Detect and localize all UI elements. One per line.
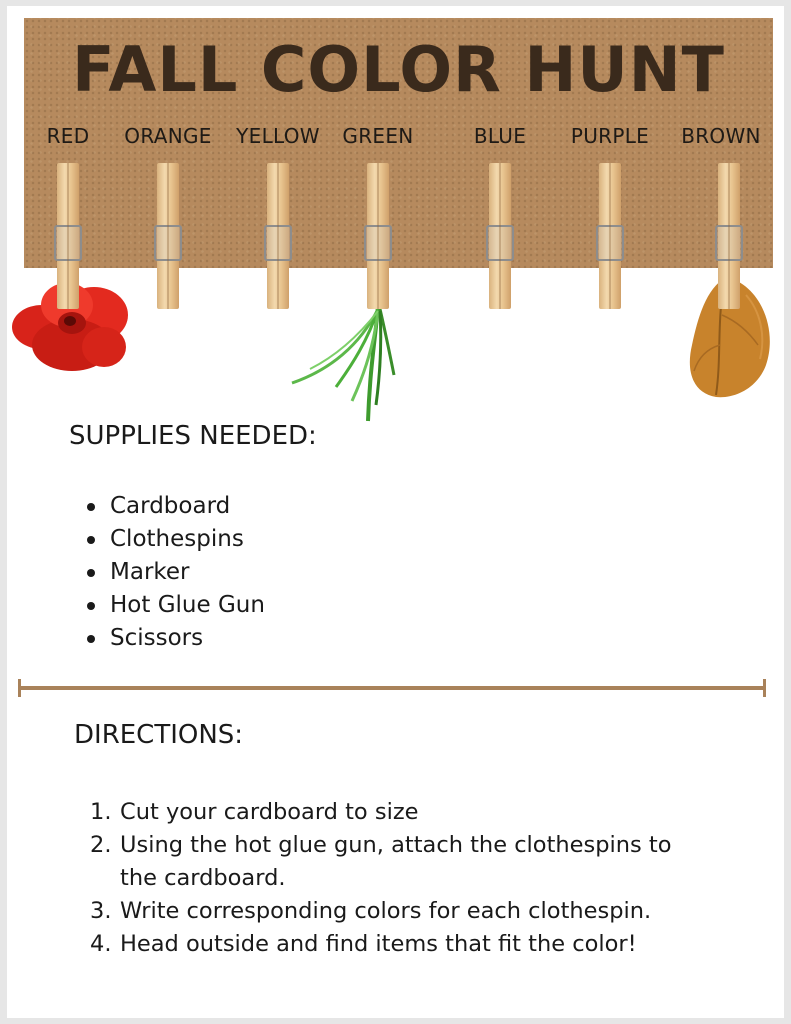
spring: [486, 225, 514, 261]
color-label-orange: ORANGE: [124, 124, 212, 148]
clothespin-green: [367, 163, 389, 309]
step-number: 3.: [90, 898, 112, 924]
step-text: Write corresponding colors for each clothespin.: [120, 898, 652, 924]
list-item: [90, 928, 690, 961]
green-grass-icon: [290, 305, 400, 428]
color-label-brown: BROWN: [681, 124, 761, 148]
spring: [715, 225, 743, 261]
step-text: Head outside and find items that fit the color!: [120, 931, 637, 957]
list-item: Hot Glue Gun: [110, 589, 265, 622]
color-label-yellow: YELLOW: [236, 124, 320, 148]
list-item: Clothespins: [110, 523, 265, 556]
list-item: [90, 829, 690, 895]
clothespin-brown: [718, 163, 740, 309]
step-text: Cut your cardboard to size: [120, 799, 419, 825]
clothespin-orange: [157, 163, 179, 309]
list-item: Cardboard: [110, 490, 265, 523]
spring: [364, 225, 392, 261]
spring: [154, 225, 182, 261]
color-label-purple: PURPLE: [570, 124, 650, 148]
list-item: [90, 796, 690, 829]
color-label-green: GREEN: [342, 124, 414, 148]
clothespin-red: [57, 163, 79, 309]
spring: [264, 225, 292, 261]
section-divider: [18, 686, 766, 690]
directions-list: [90, 796, 690, 961]
clothespin-purple: [599, 163, 621, 309]
page-title: FALL COLOR HUNT: [72, 33, 725, 106]
directions-heading: DIRECTIONS:: [74, 720, 244, 750]
list-item: [90, 895, 690, 928]
spring: [596, 225, 624, 261]
color-label-blue: BLUE: [473, 124, 527, 148]
clothespin-yellow: [267, 163, 289, 309]
list-item: Marker: [110, 556, 265, 589]
step-text: Using the hot glue gun, attach the clothespins to the cardboard.: [120, 832, 672, 891]
step-number: 4.: [90, 931, 112, 957]
clothespin-blue: [489, 163, 511, 309]
step-number: 2.: [90, 832, 112, 858]
step-number: 1.: [90, 799, 112, 825]
color-label-red: RED: [46, 124, 90, 148]
list-item: Scissors: [110, 622, 265, 655]
spring: [54, 225, 82, 261]
supplies-heading: SUPPLIES NEEDED:: [69, 421, 317, 451]
supplies-list: [110, 490, 265, 655]
